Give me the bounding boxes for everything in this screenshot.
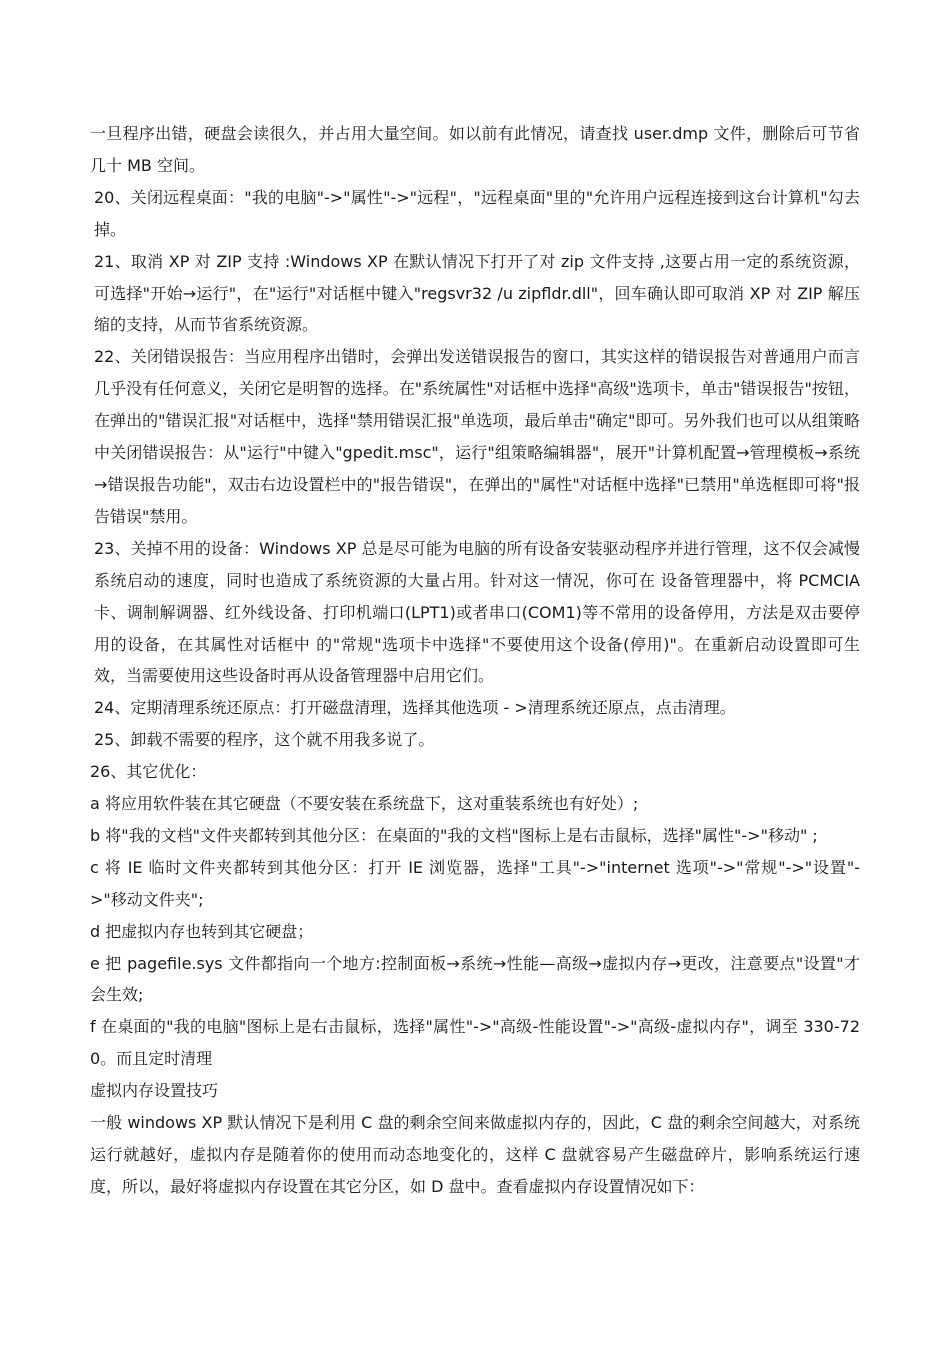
- paragraph-item-22: 22、关闭错误报告：当应用程序出错时，会弹出发送错误报告的窗口，其实这样的错误报告对普通用户而言几乎没有任何意义，关闭它是明智的选择。在"系统属性"对话框中选择"高级"选项卡，单击"错误报告"按钮，在弹出的"错误汇报"对话框中，选择"禁用错误汇报"单选项，最后单击"确定"即可。另外我们也可以从组策略中关闭错误报告：从"运行"中键入"gpedit.msc"，运行"组策略编辑器"，展开"计算机配置→管理模板→系统→错误报告功能"，双击右边设置栏中的"报告错误"，在弹出的"属性"对话框中选择"已禁用"单选框即可将"报告错误"禁用。: [94, 347, 860, 526]
- document-body: [90, 118, 860, 1203]
- paragraph-item-21: 21、取消 XP 对 ZIP 支持 :Windows XP 在默认情况下打开了对 zip 文件支持 ,这要占用一定的系统资源，可选择"开始→运行"，在"运行"对话框中键入"regsvr32 /u zipfldr.dll"，回车确认即可取消 XP 对 ZIP 解压缩的支持，从而节省系统资源。: [94, 251, 860, 335]
- paragraph-item-26-b: b 将"我的文档"文件夹都转到其他分区：在桌面的"我的文档"图标上是右击鼠标，选择"属性"->"移动" ;: [90, 825, 818, 845]
- section-heading-virtual-memory: 虚拟内存设置技巧: [90, 1081, 219, 1101]
- paragraph-item-26-a: a 将应用软件装在其它硬盘（不要安装在系统盘下，这对重装系统也有好处）;: [90, 794, 639, 814]
- paragraph-intro-continuation: 一旦程序出错，硬盘会读很久，并占用大量空间。如以前有此情况，请查找 user.dmp 文件，删除后可节省几十 MB 空间。: [90, 124, 860, 175]
- paragraph-item-24: 24、定期清理系统还原点：打开磁盘清理，选择其他选项 - >清理系统还原点，点击清理。: [94, 698, 736, 718]
- paragraph-item-20: 20、关闭远程桌面："我的电脑"->"属性"->"远程"，"远程桌面"里的"允许用户远程连接到这台计算机"勾去掉。: [94, 187, 860, 239]
- paragraph-item-26-d: d 把虚拟内存也转到其它硬盘；: [90, 921, 314, 941]
- paragraph-item-26: 26、其它优化：: [90, 762, 207, 782]
- paragraph-item-26-f: f 在桌面的"我的电脑"图标上是右击鼠标，选择"属性"->"高级-性能设置"->"高级-虚拟内存"，调至 330-720。而且定时清理: [90, 1017, 860, 1069]
- paragraph-item-26-e: e 把 pagefile.sys 文件都指向一个地方:控制面板→系统→性能—高级→虚拟内存→更改，注意要点"设置"才会生效;: [90, 953, 860, 1005]
- paragraph-virtual-memory: 一般 windows XP 默认情况下是利用 C 盘的剩余空间来做虚拟内存的，因此，C 盘的剩余空间越大，对系统运行就越好，虚拟内存是随着你的使用而动态地变化的，这样 C 盘就容易产生磁盘碎片，影响系统运行速度，所以，最好将虚拟内存设置在其它分区，如 D 盘中。查看虚拟内存设置情况如下：: [90, 1113, 860, 1196]
- paragraph-item-23: 23、关掉不用的设备：Windows XP 总是尽可能为电脑的所有设备安装驱动程序并进行管理，这不仅会减慢系统启动的速度，同时也造成了系统资源的大量占用。针对这一情况，你可在 设备管理器中，将 PCMCIA 卡、调制解调器、红外线设备、打印机端口(LPT1)或者串口(COM1)等不常用的设备停用，方法是双击要停用的设备，在其属性对话框中 的"常规"选项卡中选择"不要使用这个设备(停用)"。在重新启动设置即可生效，当需要使用这些设备时再从设备管理器中启用它们。: [94, 538, 860, 686]
- paragraph-item-25: 25、卸载不需要的程序，这个就不用我多说了。: [94, 730, 435, 750]
- paragraph-item-26-c: c 将 IE 临时文件夹都转到其他分区：打开 IE 浏览器，选择"工具"->"internet 选项"->"常规"->"设置"->"移动文件夹";: [90, 857, 860, 909]
